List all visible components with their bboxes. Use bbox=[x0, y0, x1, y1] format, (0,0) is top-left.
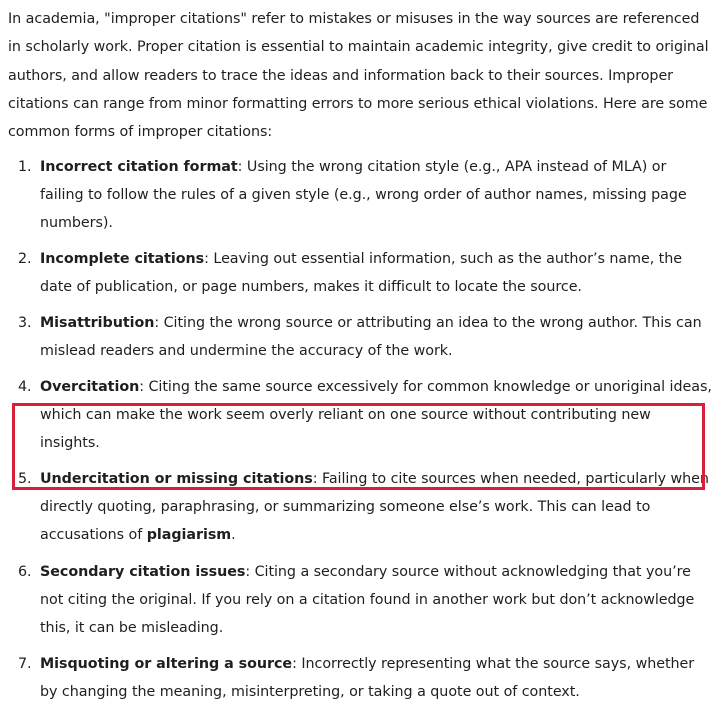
improper-citations-list bbox=[8, 153, 714, 706]
list-item-term: Misquoting or altering a source bbox=[40, 656, 293, 673]
list-item-number: 6. bbox=[18, 564, 32, 581]
list-item-text: : Citing the wrong source or attributing an idea to the wrong author. This can mislead readers and undermine the accuracy of the work. bbox=[40, 315, 702, 360]
list-item-term: Secondary citation issues bbox=[40, 564, 246, 581]
list-item-highlighted bbox=[8, 465, 714, 549]
document-body bbox=[8, 5, 714, 706]
list-item-number: 3. bbox=[18, 315, 32, 332]
list-item-number: 1. bbox=[18, 159, 32, 176]
list-item-number: 4. bbox=[18, 379, 32, 396]
list-item-number: 7. bbox=[18, 656, 32, 673]
list-item bbox=[8, 153, 714, 237]
list-item-number: 5. bbox=[18, 471, 32, 488]
list-item-text: : Leaving out essential information, such as the author’s name, the date of publication, or page numbers, makes it difficult to locate the source. bbox=[40, 251, 682, 296]
list-item-end-punct: . bbox=[231, 527, 236, 544]
list-item-number: 2. bbox=[18, 251, 32, 268]
list-item-term: Incorrect citation format bbox=[40, 159, 238, 176]
list-item bbox=[8, 650, 714, 706]
list-item bbox=[8, 373, 714, 457]
list-item-term: Misattribution bbox=[40, 315, 155, 332]
list-item-text: : Using the wrong citation style (e.g., APA instead of MLA) or failing to follow the rules of a given style (e.g., wrong order of author names, missing page numbers). bbox=[40, 159, 687, 232]
plagiarism-term: plagiarism bbox=[146, 527, 232, 544]
intro-paragraph: In academia, "improper citations" refer to mistakes or misuses in the way sources are referenced in scholarly work. Proper citation is essential to maintain academic integrity, give credit to original authors, and allow readers to trace the ideas and information back to their sources. Improper citations can range from minor formatting errors to more serious ethical violations. Here are some common forms of improper citations: bbox=[8, 11, 709, 141]
list-item bbox=[8, 309, 714, 365]
list-item-term: Overcitation bbox=[40, 379, 140, 396]
list-item-term: Incomplete citations bbox=[40, 251, 205, 268]
list-item bbox=[8, 245, 714, 301]
list-item-text: : Incorrectly representing what the source says, whether by changing the meaning, misinterpreting, or taking a quote out of context. bbox=[40, 656, 695, 701]
list-item-text: : Citing the same source excessively for common knowledge or unoriginal ideas, which can make the work seem overly reliant on one source without contributing new insights. bbox=[40, 379, 712, 452]
list-item-text: : Failing to cite sources when needed, particularly when directly quoting, paraphrasing, or summarizing someone else’s work. This can lead to accusations of bbox=[40, 471, 709, 544]
list-item-text: : Citing a secondary source without acknowledging that you’re not citing the original. If you rely on a citation found in another work but don’t acknowledge this, it can be misleading. bbox=[40, 564, 695, 637]
list-item-term: Undercitation or missing citations bbox=[40, 471, 313, 488]
list-item bbox=[8, 558, 714, 642]
